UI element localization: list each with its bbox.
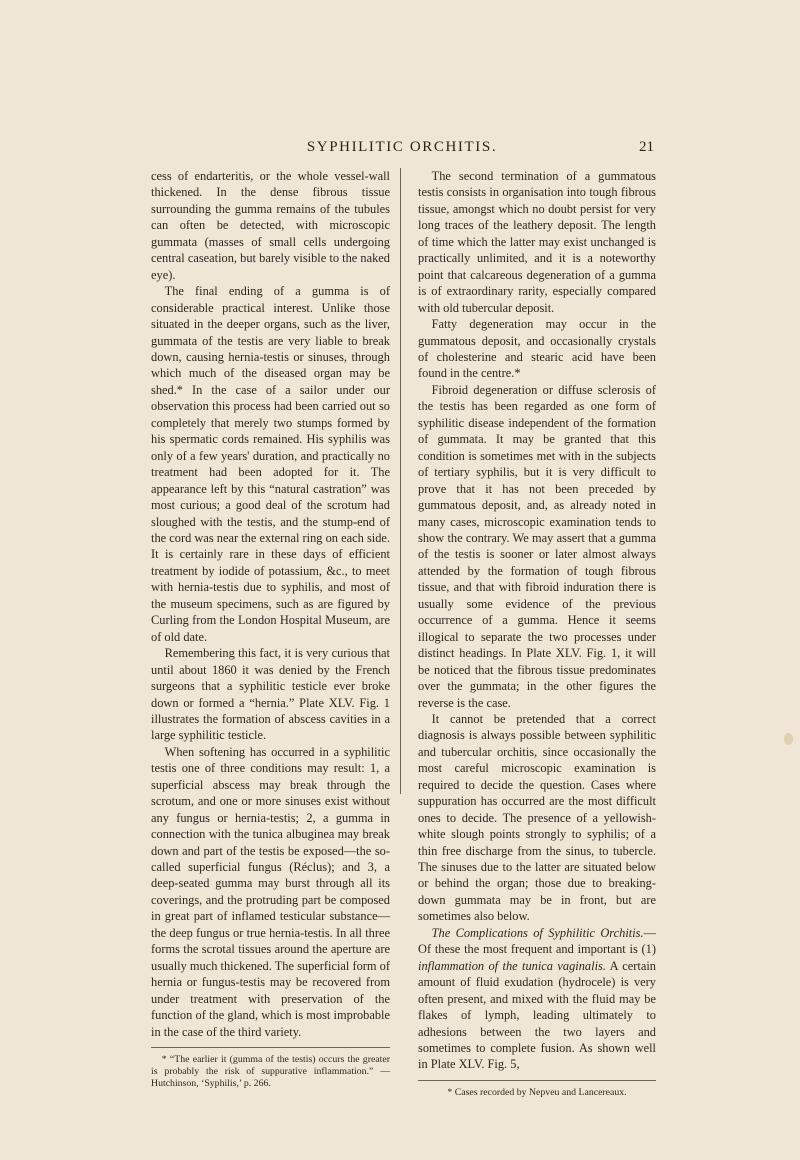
footnote-rule bbox=[151, 1047, 390, 1048]
footnote: * Cases recorded by Nepveu and Lancereaux. bbox=[447, 1086, 627, 1098]
paragraph: Remembering this fact, it is very curious that until about 1860 it was denied by the French surgeons that a syphilitic testicle ever broke down or formed a “hernia.” Plate XLV. Fig. 1 illustrates the formation of abscess cavities in a large syphilitic testicle. bbox=[151, 646, 390, 743]
right-column bbox=[418, 168, 656, 1099]
column-divider bbox=[400, 168, 401, 794]
complications-paragraph bbox=[418, 925, 656, 1073]
paragraph: The second termination of a gummatous testis consists in organisation into tough fibrous tissue, amongst which no doubt persist for very long traces of the leathery deposit. The length of time which the latter may exist unchanged is practically unlimited, and it is a noteworthy point that calcareous degeneration of a gumma is of extraordinary rarity, especially compared with old tubercular deposit. bbox=[418, 169, 656, 315]
section-heading: The Complications of Syphilitic Orchitis. bbox=[431, 925, 644, 940]
paragraph: Fibroid degeneration or diffuse sclerosis of the testis has been regarded as one form of syphilitic disease independent of the formation of gummata. It may be granted that this condition is sometimes met with in the subjects of tertiary syphilis, but it is very difficult to prove that it has not been preceded by gummatous deposit, and, as already noted in many cases, microscopic examination tends to show the contrary. We may assert that a gumma of the testis is sooner or later almost always attended by the formation of tough fibrous tissue, and that with fibroid induration there is usually some evidence of the previous occurrence of a gumma. Hence it seems illogical to separate the two processes under distinct headings. In Plate XLV. Fig. 1, it will be noticed that the fibrous tissue predominates over the gummata; in the other figures the reverse is the case. bbox=[418, 382, 656, 710]
running-title: SYPHILITIC ORCHITIS. bbox=[306, 139, 498, 155]
paper-stain bbox=[784, 733, 793, 745]
paragraph: The final ending of a gumma is of considerable practical interest. Unlike those situated in the deeper organs, such as the liver, gummata of the testis are very liable to break down, causing hernia-testis or sinuses, through which much of the diseased organ may be shed.* In the case of a sailor under our observation this process had been carried out so completely that merely two stumps formed by his spermatic cords remained. His syphilis was only of a few years' duration, and practically no treatment had been adopted for it. The appearance left by this “natural castration” was most curious; a good deal of the scrotum had sloughed with the testis, and the stump-end of the cord was near the external ring on each side. It is certainly rare in these days of efficient treatment by iodide of potassium, &c., to meet with hernia-testis due to syphilis, and most of the museum specimens, such as are figured by Curling from the London Hospital Museum, are of old date. bbox=[151, 284, 390, 644]
left-column bbox=[151, 168, 390, 1091]
paragraph: When softening has occurred in a syphilitic testis one of three conditions may result: 1, a superficial abscess may break through the scrotum, and one or more sinuses exist without any fungus or hernia-testis; 2, a gumma in connection with the tunica albuginea may break down and part of the testis be exposed—the so-called superficial fungus (Réclus); and 3, a deep-seated gumma may burst through all its coverings, and the protruding part be composed in great part of inflamed testicular substance—the deep fungus or true hernia-testis. In all three forms the scrotal tissues around the aperture are usually much thickened. The superficial form of hernia or fungus-testis may be recovered from under treatment with preservation of the function of the gland, which is most improbable in the case of the third variety. bbox=[151, 744, 390, 1039]
page-number: 21 bbox=[639, 139, 654, 155]
paragraph: It cannot be pretended that a correct diagnosis is always possible between syphilitic and tubercular orchitis, since occasionally the most careful microscopic examination is required to decide the question. Cases where suppuration has occurred are the most difficult ones to decide. The presence of a yellowish-white slough points strongly to syphilis; of a thin free discharge from the sinus, to tubercle. The sinuses due to the latter are situated below or behind the organ; those due to breaking-down gummata may be in front, but are sometimes also below. bbox=[418, 711, 656, 924]
paragraph-text: A certain amount of fluid exudation (hydrocele) is very often present, and mixed with the fluid may be flakes of lymph, leading ultimately to adhesions between the two layers and sometimes to complete fusion. As shown well in Plate XLV. Fig. 5, bbox=[418, 958, 657, 1072]
paragraph: cess of endarteritis, or the whole vessel-wall thickened. In the dense fibrous tissue surrounding the gumma remains of the tubules can often be detected, with microscopic gummata (masses of small cells undergoing central caseation, but barely visible to the naked eye). bbox=[151, 169, 390, 282]
footnote: * “The earlier it (gumma of the testis) occurs the greater is probably the risk of suppurative inflammation.” —Hutchinson, ‘Syphilis,’ p. 266. bbox=[151, 1054, 390, 1090]
footnote-rule bbox=[418, 1080, 656, 1081]
paragraph-text: —Of these the most frequent and important is (1) bbox=[418, 925, 656, 957]
paragraph: Fatty degeneration may occur in the gummatous deposit, and occasionally crystals of cholesterine and stearic acid have been found in the centre.* bbox=[418, 317, 656, 381]
page-header bbox=[150, 139, 654, 156]
italic-term: inflammation of the tunica vaginalis. bbox=[418, 958, 606, 973]
